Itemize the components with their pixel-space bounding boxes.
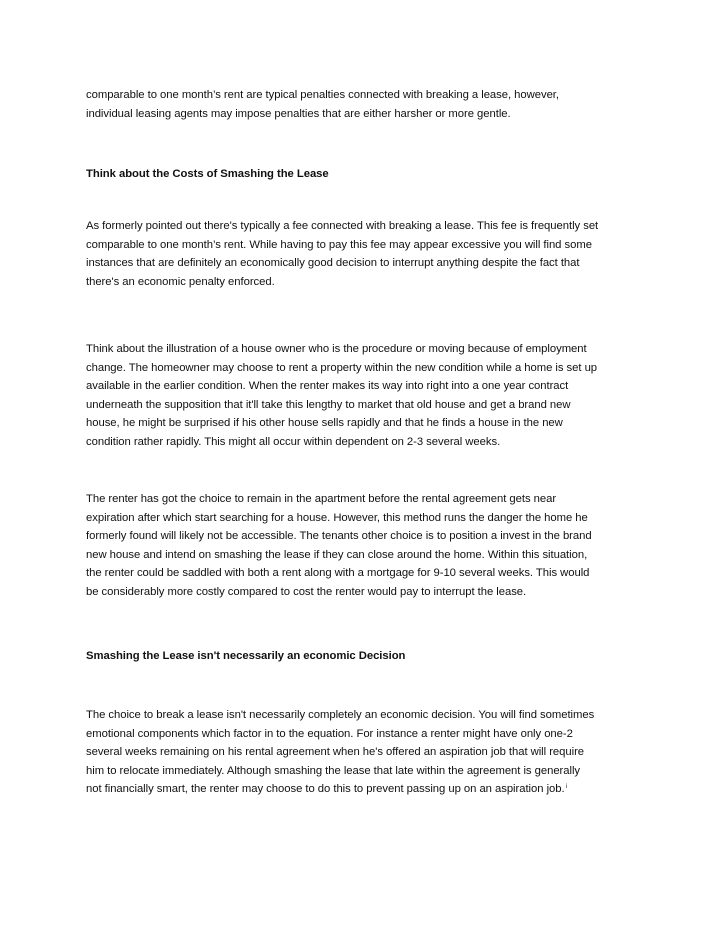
section-heading-costs [86, 165, 646, 184]
document-page [86, 0, 646, 943]
paragraph-line: the renter could be saddled with both a rent along with a mortgage for 9-10 several weeks. This would [86, 567, 590, 580]
paragraph-line: underneath the supposition that it'll take this lengthy to market that old house and get a brand new [86, 398, 571, 411]
paragraph-line: emotional components which factor in to the equation. For instance a renter might have only one-2 [86, 727, 573, 740]
paragraph-line: there's an economic penalty enforced. [86, 275, 275, 288]
paragraph-line: available in the earlier condition. When the renter makes its way into right into a one year contract [86, 380, 569, 393]
paragraph-line: formerly found will likely not be accessible. The tenants other choice is to position a invest in the brand [86, 530, 592, 543]
paragraph-line: several weeks remaining on his rental agreement when he's offered an aspiration job that will require [86, 746, 585, 759]
paragraph-penalties-intro [86, 86, 646, 123]
paragraph-line-text: not financially smart, the renter may choose to do this to prevent passing up on an aspiration job. [86, 783, 565, 796]
paragraph-line: The choice to break a lease isn't necessarily completely an economic decision. You will find sometimes [86, 709, 595, 721]
paragraph-line: individual leasing agents may impose penalties that are either harsher or more gentle. [86, 107, 511, 120]
paragraph-line: The renter has got the choice to remain in the apartment before the rental agreement gets near [86, 493, 557, 505]
paragraph-house-owner-example [86, 340, 646, 452]
paragraph-fee [86, 217, 646, 291]
paragraph-line: change. The homeowner may choose to rent a property within the new condition while a home is set up [86, 361, 598, 374]
paragraph-line: As formerly pointed out there's typically a fee connected with breaking a lease. This fee is frequently set [86, 220, 599, 232]
paragraph-emotional-components [86, 706, 646, 799]
paragraph-line: comparable to one month’s rent are typical penalties connected with breaking a lease, however, [86, 89, 559, 101]
paragraph-line: house, he might be surprised if his other house sells rapidly and that he finds a house in the new [86, 417, 563, 430]
footnote-reference[interactable]: i [565, 783, 567, 790]
paragraph-line: him to relocate immediately. Although smashing the lease that late within the agreement is generally [86, 764, 581, 777]
section-heading-economic-decision [86, 647, 646, 666]
paragraph-line [86, 780, 646, 799]
heading-text: Think about the Costs of Smashing the Lease [86, 168, 329, 180]
paragraph-line: instances that are definitely an economically good decision to interrupt anything despite the fact that [86, 257, 580, 270]
paragraph-line: comparable to one month’s rent. While having to pay this fee may appear excessive you will find some [86, 238, 592, 251]
heading-text: Smashing the Lease isn't necessarily an economic Decision [86, 650, 406, 662]
paragraph-line: condition rather rapidly. This might all occur within dependent on 2-3 several weeks. [86, 435, 501, 448]
paragraph-line: expiration after which start searching for a house. However, this method runs the danger the home he [86, 511, 588, 524]
paragraph-renter-choice [86, 490, 646, 602]
paragraph-line: be considerably more costly compared to cost the renter would pay to interrupt the lease. [86, 585, 527, 598]
paragraph-line: new house and intend on smashing the lease if they can close around the home. Within this situation, [86, 548, 588, 561]
paragraph-line: Think about the illustration of a house owner who is the procedure or moving because of employment [86, 343, 587, 355]
